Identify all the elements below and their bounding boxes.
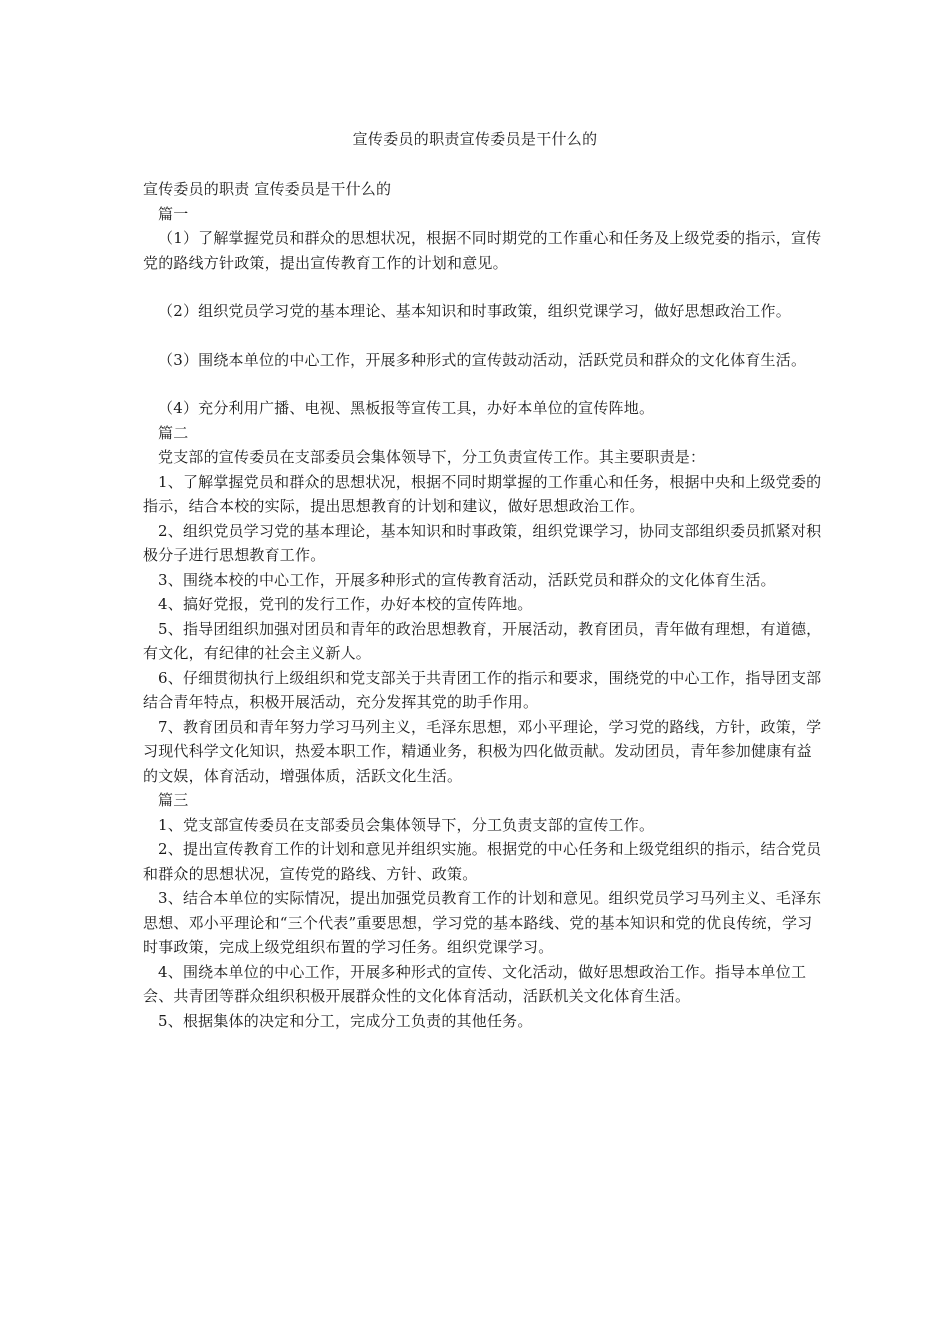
document-body [143, 177, 823, 1033]
paragraph: （1）了解掌握党员和群众的思想状况，根据不同时期党的工作重心和任务及上级党委的指示，宣传党的路线方针政策，提出宣传教育工作的计划和意见。 [143, 229, 822, 272]
paragraph-gap [143, 372, 823, 396]
paragraph: 2、提出宣传教育工作的计划和意见并组织实施。根据党的中心任务和上级党组织的指示，结合党员和群众的思想状况，宣传党的路线、方针、政策。 [143, 840, 822, 883]
paragraph: 党支部的宣传委员在支部委员会集体领导下，分工负责宣传工作。其主要职责是： [158, 448, 706, 466]
paragraph: 3、结合本单位的实际情况，提出加强党员教育工作的计划和意见。组织党员学习马列主义、毛泽东思想、邓小平理论和“三个代表”重要思想，学习党的基本路线、党的基本知识和党的优良传统，学习时事政策，完成上级党组织布置的学习任务。组织党课学习。 [143, 889, 822, 956]
paragraph: 3、围绕本校的中心工作，开展多种形式的宣传教育活动，活跃党员和群众的文化体育生活。 [158, 570, 776, 589]
paragraph-gap [143, 275, 823, 299]
paragraph: 4、搞好党报，党刊的发行工作，办好本校的宣传阵地。 [158, 595, 533, 613]
section-heading: 篇二 [158, 423, 189, 442]
document-title: 宣传委员的职责宣传委员是干什么的 [352, 130, 598, 148]
paragraph: 1、了解掌握党员和群众的思想状况，根据不同时期掌握的工作重心和任务，根据中央和上级党委的指示，结合本校的实际，提出思想教育的计划和建议，做好思想政治工作。 [143, 472, 822, 515]
paragraph: （4）充分利用广播、电视、黑板报等宣传工具，办好本单位的宣传阵地。 [158, 399, 655, 417]
section-heading: 篇三 [158, 791, 189, 809]
paragraph: 7、教育团员和青年努力学习马列主义，毛泽东思想，邓小平理论，学习党的路线，方针，政策，学习现代科学文化知识，热爱本职工作，精通业务，积极为四化做贡献。发动团员，青年参加健康有益的文娱，体育活动，增强体质，活跃文化生活。 [143, 717, 822, 785]
paragraph: （3）围绕本单位的中心工作，开展多种形式的宣传鼓动活动，活跃党员和群众的文化体育生活。 [158, 350, 807, 369]
section-heading: 篇一 [158, 204, 189, 223]
paragraph: 6、仔细贯彻执行上级组织和党支部关于共青团工作的指示和要求，围绕党的中心工作，指导团支部结合青年特点，积极开展活动，充分发挥其党的助手作用。 [143, 668, 822, 711]
paragraph: 2、组织党员学习党的基本理论，基本知识和时事政策，组织党课学习，协同支部组织委员抓紧对积极分子进行思想教育工作。 [143, 521, 822, 564]
paragraph: 5、根据集体的决定和分工，完成分工负责的其他任务。 [158, 1011, 533, 1030]
document-subtitle: 宣传委员的职责 宣传委员是干什么的 [143, 180, 392, 198]
paragraph: 4、围绕本单位的中心工作，开展多种形式的宣传、文化活动，做好思想政治工作。指导本单位工会、共青团等群众组织积极开展群众性的文化体育活动，活跃机关文化体育生活。 [143, 962, 807, 1005]
paragraph: （2）组织党员学习党的基本理论、基本知识和时事政策，组织党课学习，做好思想政治工作。 [158, 302, 791, 320]
paragraph-gap [143, 324, 823, 348]
paragraph: 1、党支部宣传委员在支部委员会集体领导下，分工负责支部的宣传工作。 [158, 815, 655, 834]
paragraph: 5、指导团组织加强对团员和青年的政治思想教育，开展活动，教育团员，青年做有理想，有道德，有文化，有纪律的社会主义新人。 [143, 619, 822, 662]
